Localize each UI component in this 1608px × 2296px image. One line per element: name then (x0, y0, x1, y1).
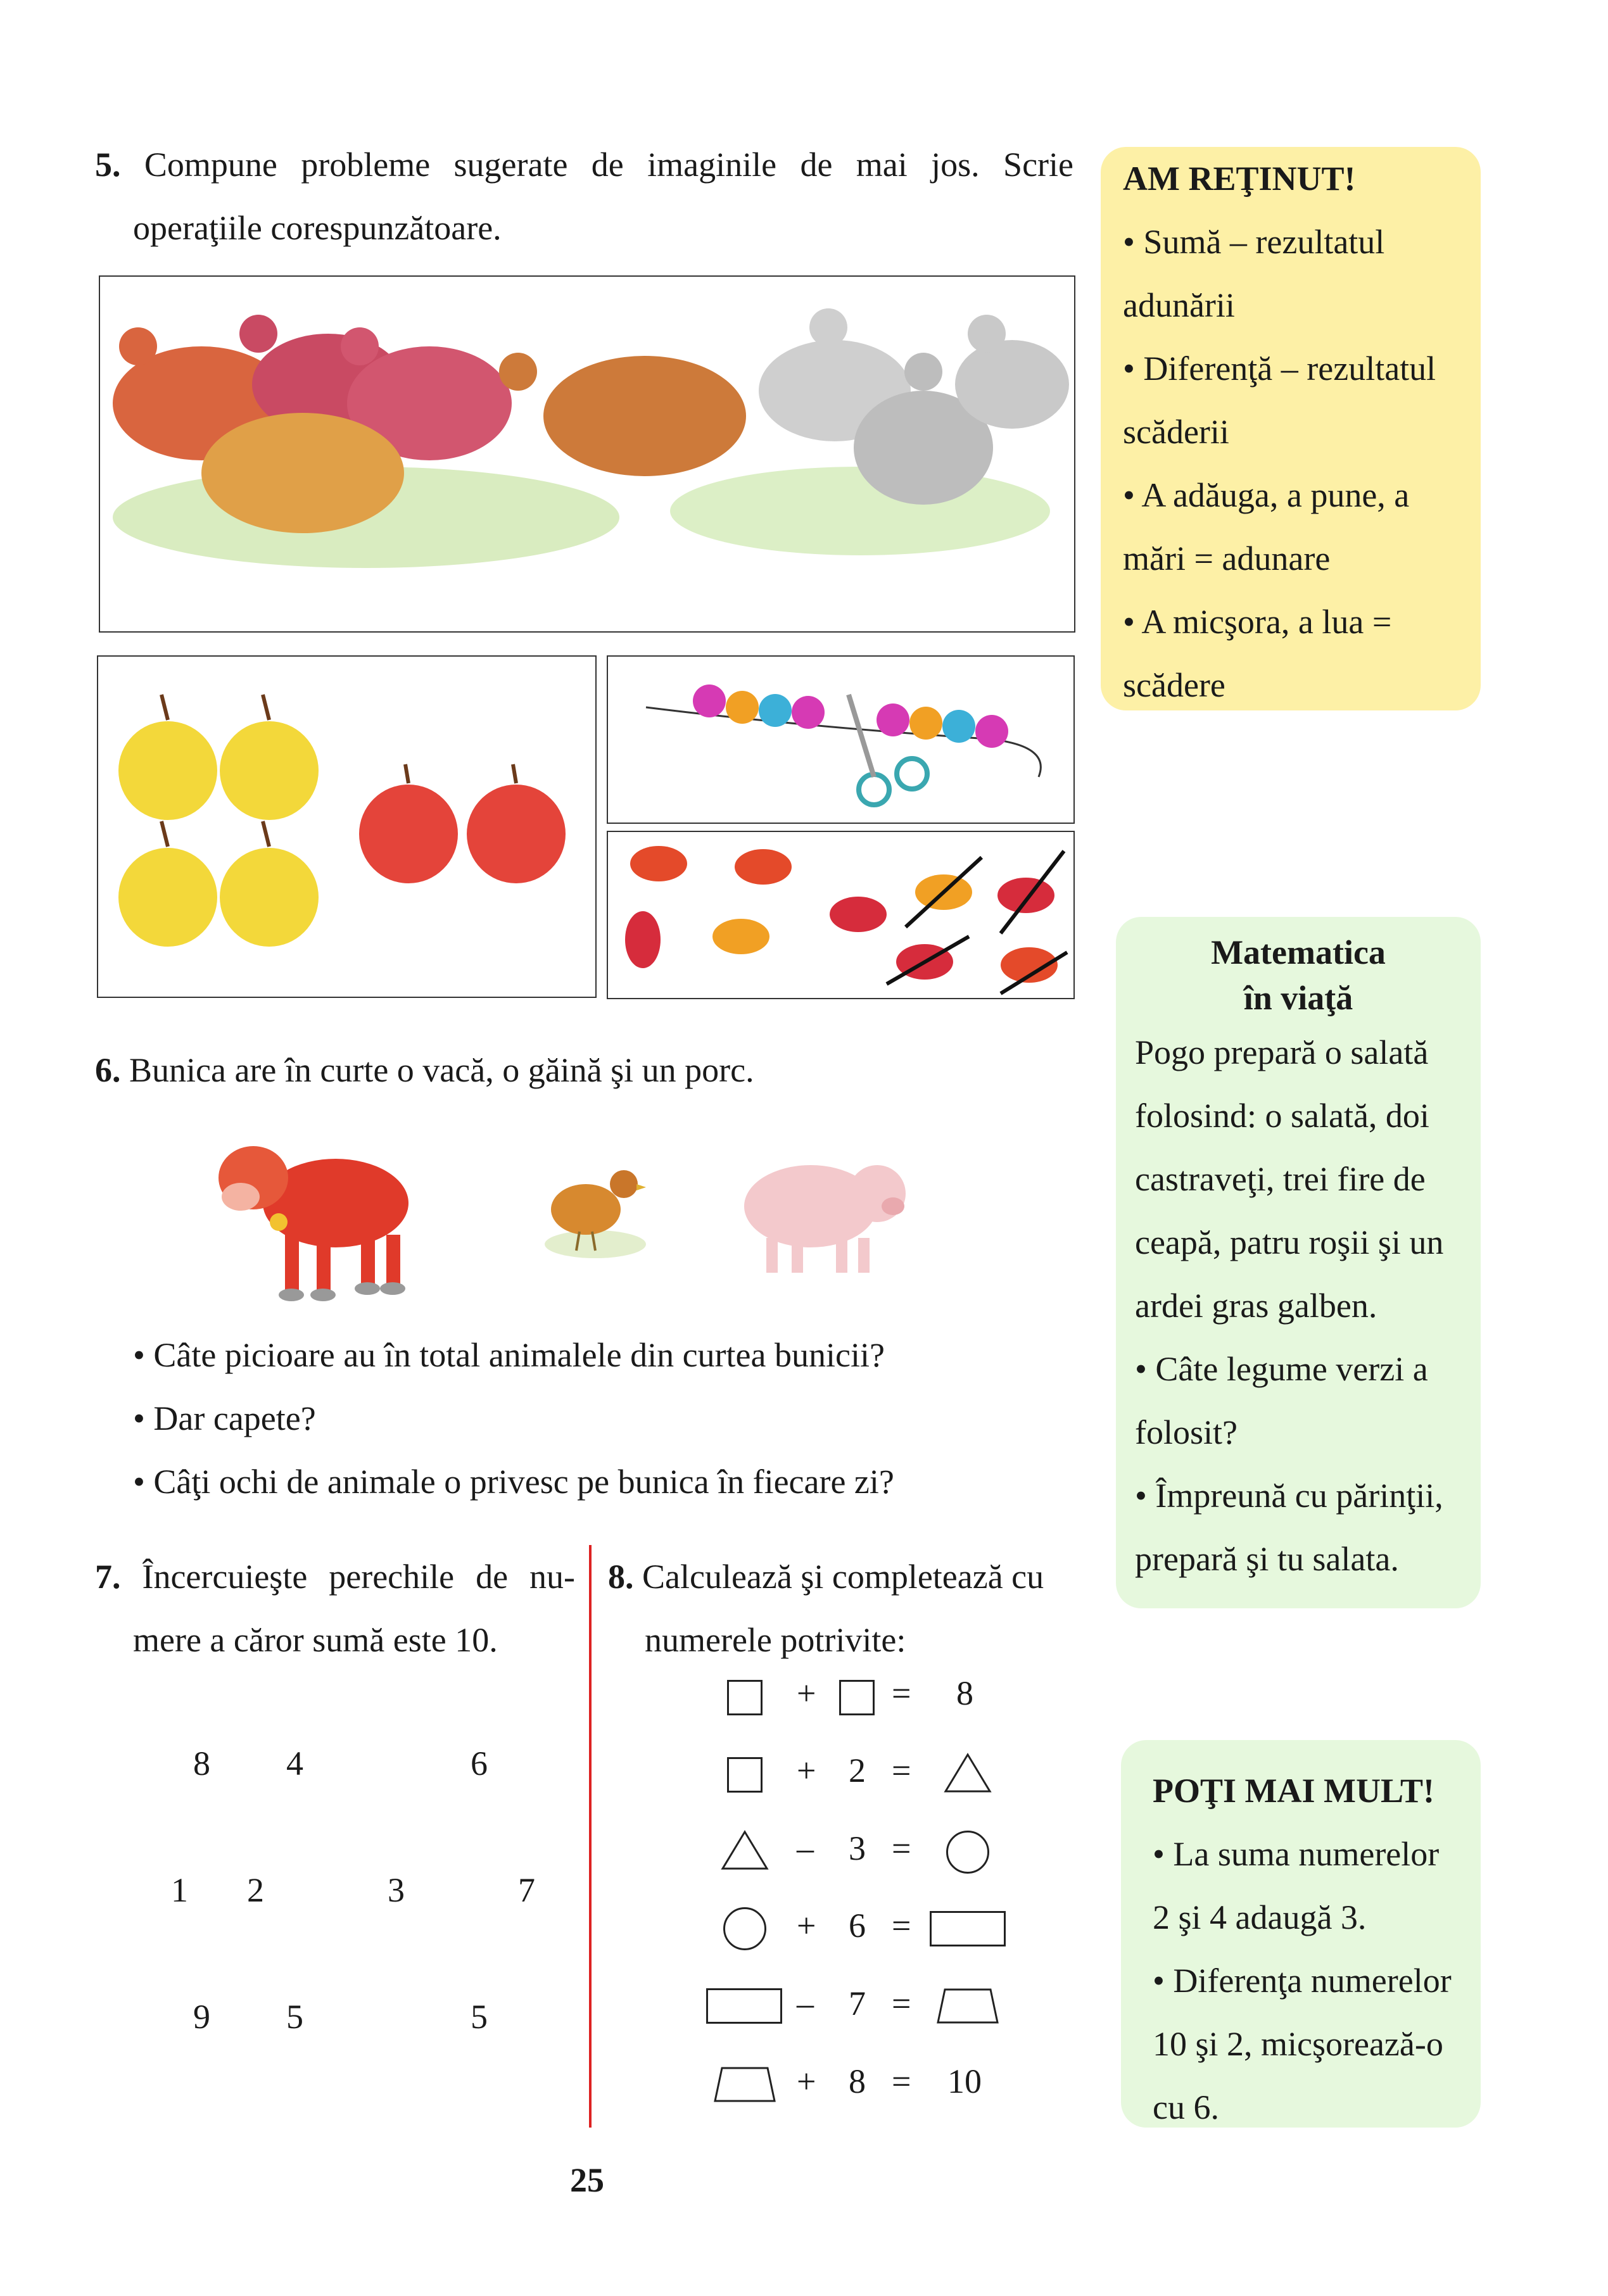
poti-line: cu 6. (1153, 2088, 1219, 2126)
equals-sign: = (892, 1907, 911, 1945)
ex7-line2: mere a căror sumă este 10. (133, 1621, 498, 1659)
equals-sign: = (892, 2062, 911, 2100)
operand: 8 (849, 2062, 866, 2100)
square-blank[interactable] (839, 1680, 875, 1715)
equals-sign: = (892, 1984, 911, 2022)
retinut-line: • Diferenţă – rezultatul (1123, 350, 1436, 388)
operator: + (797, 1674, 816, 1712)
equals-sign: = (892, 1674, 911, 1712)
matematica-line: • Împreună cu părinţii, (1135, 1477, 1443, 1515)
matematica-line: ceapă, patru roşii şi un (1135, 1223, 1444, 1261)
hen-illustration (541, 1156, 649, 1266)
ex7-number-cell[interactable]: 4 (286, 1744, 303, 1782)
poti-line: 10 şi 2, micşorează-o (1153, 2025, 1443, 2063)
retinut-line: scădere (1123, 666, 1225, 704)
matematica-line: folosind: o salată, doi (1135, 1097, 1429, 1135)
ex5-line2: operaţiile corespunzătoare. (133, 209, 502, 247)
ex7-text: Încercuieşte perechile de nu- (142, 1558, 575, 1596)
retinut-line: scăderii (1123, 413, 1229, 451)
operator: – (797, 1829, 814, 1867)
matematica-line: Pogo prepară o salată (1135, 1033, 1429, 1071)
column-divider (589, 1545, 592, 2128)
ex7-number-cell[interactable]: 6 (471, 1744, 488, 1782)
triangle-blank[interactable] (721, 1830, 769, 1870)
equals-sign: = (892, 1829, 911, 1867)
rectangle-blank[interactable] (930, 1911, 1006, 1946)
matematica-line: ardei gras galben. (1135, 1287, 1377, 1325)
ex5-line1 (95, 133, 1073, 196)
retinut-line: • A micşora, a lua = (1123, 603, 1392, 641)
retinut-box (1101, 147, 1481, 710)
ex7-number-cell[interactable]: 7 (518, 1871, 535, 1909)
ex8-line1 (608, 1545, 1044, 1608)
operator: – (797, 1984, 814, 2022)
beads-scissors-illustration (607, 655, 1075, 824)
ex7-number-cell[interactable]: 2 (247, 1871, 264, 1909)
square-blank[interactable] (727, 1680, 763, 1715)
matematica-box (1116, 917, 1481, 1608)
ex7-number-cell[interactable]: 3 (388, 1871, 405, 1909)
retinut-line: • Sumă – rezultatul (1123, 223, 1385, 261)
pig-illustration (741, 1143, 912, 1276)
ex6-question-3: • Câţi ochi de animale o privesc pe bunica în fiecare zi? (133, 1463, 894, 1501)
trapezoid-blank[interactable] (713, 2066, 776, 2104)
ex6-question-1: • Câte picioare au în total animalele din curtea bunicii? (133, 1336, 885, 1374)
poti-line: • Diferenţa numerelor (1153, 1962, 1452, 2000)
matematica-line: • Câte legume verzi a (1135, 1350, 1428, 1388)
cow-illustration (215, 1127, 418, 1311)
ex7-number-cell[interactable]: 1 (171, 1871, 188, 1909)
operand: 6 (849, 1907, 866, 1945)
ex8-number: 8. (608, 1558, 634, 1596)
result: 10 (947, 2062, 982, 2100)
ex7-number-cell[interactable]: 9 (193, 1998, 210, 2036)
matematica-line: folosit? (1135, 1413, 1238, 1451)
ex7-number-cell[interactable]: 8 (193, 1744, 210, 1782)
matematica-subtitle: în viaţă (1243, 979, 1353, 1017)
rectangle-blank[interactable] (706, 1988, 782, 2024)
ex7-number-cell[interactable]: 5 (471, 1998, 488, 2036)
ex6-question-2: • Dar capete? (133, 1399, 316, 1437)
retinut-line: • A adăuga, a pune, a (1123, 476, 1410, 514)
matematica-title: Matematica (1211, 933, 1386, 971)
equals-sign: = (892, 1751, 911, 1789)
circle-blank[interactable] (723, 1907, 766, 1950)
poti-line: 2 şi 4 adaugă 3. (1153, 1898, 1367, 1936)
ex7-number-cell[interactable]: 5 (286, 1998, 303, 2036)
operand: 2 (849, 1751, 866, 1789)
operand: 7 (849, 1984, 866, 2022)
operand: 3 (849, 1829, 866, 1867)
ex6-statement (95, 1038, 754, 1102)
ex8-text: Calculează şi completează cu (642, 1558, 1044, 1596)
operator: + (797, 1751, 816, 1789)
retinut-line: mări = adunare (1123, 539, 1331, 577)
poti-line: • La suma numerelor (1153, 1835, 1440, 1873)
operator: + (797, 2062, 816, 2100)
retinut-title: AM REŢINUT! (1123, 160, 1356, 198)
poti-title: POŢI MAI MULT! (1153, 1772, 1435, 1810)
page-number: 25 (570, 2161, 604, 2199)
ex6-number: 6. (95, 1051, 121, 1089)
ex7-number: 7. (95, 1558, 121, 1596)
matematica-line: prepară şi tu salata. (1135, 1540, 1399, 1578)
ex8-line2: numerele potrivite: (645, 1621, 906, 1659)
chickens-ducks-illustration (99, 275, 1075, 633)
ex5-text: Compune probleme sugerate de imaginile de mai jos. Scrie (144, 146, 1073, 184)
ex5-number: 5. (95, 146, 121, 184)
retinut-line: adunării (1123, 286, 1235, 324)
circle-blank[interactable] (946, 1831, 989, 1874)
matematica-line: castraveţi, trei fire de (1135, 1160, 1426, 1198)
result: 8 (956, 1674, 973, 1712)
triangle-blank[interactable] (944, 1753, 992, 1793)
trapezoid-blank[interactable] (936, 1987, 999, 2025)
poti-box (1121, 1740, 1481, 2128)
ex6-text: Bunica are în curte o vacă, o găină şi un porc. (129, 1051, 754, 1089)
operator: + (797, 1907, 816, 1945)
ex7-line1 (95, 1545, 575, 1608)
apples-illustration (97, 655, 597, 998)
square-blank[interactable] (727, 1757, 763, 1793)
candies-illustration (607, 831, 1075, 999)
